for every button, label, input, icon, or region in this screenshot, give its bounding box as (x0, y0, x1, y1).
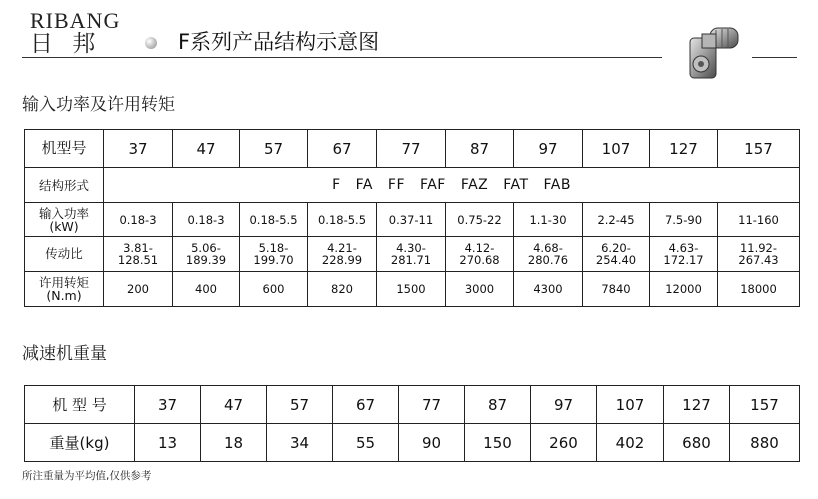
power-cell: 0.18-3 (104, 203, 173, 237)
power-label-text: 输入功率 (38, 205, 89, 221)
weight-cell: 260 (531, 424, 597, 462)
ratio-low: 6.20- (601, 241, 631, 255)
weight-cell: 18 (201, 424, 267, 462)
ratio-cell (104, 237, 173, 272)
weight-models-label: 机 型 号 (25, 386, 135, 424)
structure-form: FF (387, 177, 405, 193)
torque-row (25, 272, 800, 307)
weight-cell: 13 (135, 424, 201, 462)
torque-cell: 600 (240, 272, 308, 307)
weight-cell: 150 (465, 424, 531, 462)
model-cell: 37 (135, 386, 201, 424)
model-cell: 57 (267, 386, 333, 424)
header-divider (22, 57, 662, 58)
ratio-cell (514, 237, 583, 272)
torque-cell: 12000 (650, 272, 718, 307)
ratio-low: 5.18- (258, 241, 289, 255)
model-cell: 97 (514, 130, 583, 168)
weight-cell: 680 (664, 424, 730, 462)
ratio-cell (308, 237, 377, 272)
model-cell: 67 (308, 130, 377, 168)
ratio-high: 254.40 (595, 253, 637, 267)
model-cell: 87 (446, 130, 514, 168)
power-label-unit: (kW) (49, 218, 79, 234)
weight-cell: 90 (399, 424, 465, 462)
structure-label: 结构形式 (25, 168, 104, 203)
model-cell: 37 (104, 130, 173, 168)
power-cell: 11-160 (718, 203, 800, 237)
power-cell: 0.37-11 (377, 203, 446, 237)
power-cell: 0.75-22 (446, 203, 514, 237)
ratio-cell (718, 237, 800, 272)
power-cell: 7.5-90 (650, 203, 718, 237)
structure-form: F (332, 177, 341, 193)
ratio-high: 281.71 (390, 253, 432, 267)
model-cell: 127 (650, 130, 718, 168)
weight-cell: 402 (597, 424, 664, 462)
torque-cell: 820 (308, 272, 377, 307)
model-cell: 57 (240, 130, 308, 168)
power-row (25, 203, 800, 237)
weight-label: 重量(kg) (25, 424, 135, 462)
ratio-high: 128.51 (117, 253, 159, 267)
torque-cell: 7840 (583, 272, 650, 307)
torque-cell: 1500 (377, 272, 446, 307)
ratio-low: 4.21- (327, 241, 357, 255)
model-cell: 77 (377, 130, 446, 168)
footnote: 所注重量为平均值,仅供参考 (22, 470, 152, 482)
torque-cell: 400 (173, 272, 240, 307)
ratio-high: 267.43 (738, 253, 779, 267)
ratio-low: 5.06- (191, 241, 221, 255)
weight-model-row (25, 386, 800, 424)
header-divider-right (752, 57, 797, 58)
model-cell: 127 (664, 386, 730, 424)
model-cell: 157 (718, 130, 800, 168)
ratio-high: 189.39 (185, 253, 227, 267)
ratio-cell (583, 237, 650, 272)
models-label: 机型号 (25, 130, 104, 168)
ratio-high: 280.76 (527, 253, 569, 267)
ratio-low: 11.92- (739, 241, 778, 255)
model-cell: 87 (465, 386, 531, 424)
model-cell: 97 (531, 386, 597, 424)
ratio-label: 传动比 (25, 237, 104, 272)
gear-motor-icon (676, 18, 746, 88)
section-title-weight: 减速机重量 (22, 344, 107, 364)
ratio-high: 199.70 (253, 253, 294, 267)
structure-form: FAZ (460, 177, 489, 193)
torque-cell: 4300 (514, 272, 583, 307)
power-cell: 1.1-30 (514, 203, 583, 237)
page-title: F系列产品结构示意图 (178, 30, 380, 54)
model-cell: 47 (173, 130, 240, 168)
model-cell: 107 (597, 386, 664, 424)
ratio-cell (240, 237, 308, 272)
ratio-row (25, 237, 800, 272)
ratio-high: 172.17 (663, 253, 704, 267)
model-cell: 47 (201, 386, 267, 424)
weight-cell: 55 (333, 424, 399, 462)
brand-logo (30, 10, 120, 56)
sphere-bullet-icon (145, 37, 157, 49)
structure-row (25, 168, 800, 203)
ratio-high: 270.68 (459, 253, 500, 267)
weight-table (24, 385, 800, 462)
structure-form: FAF (419, 177, 446, 193)
ratio-low: 4.68- (533, 241, 563, 255)
ratio-cell (446, 237, 514, 272)
power-cell: 0.18-3 (173, 203, 240, 237)
section-title-power-torque: 输入功率及许用转矩 (22, 95, 175, 115)
model-cell: 107 (583, 130, 650, 168)
ratio-low: 4.63- (668, 241, 699, 255)
ratio-low: 3.81- (123, 241, 153, 255)
torque-cell: 3000 (446, 272, 514, 307)
model-row (25, 130, 800, 168)
torque-cell: 18000 (718, 272, 800, 307)
torque-label-text: 许用转矩 (38, 275, 89, 290)
model-cell: 77 (399, 386, 465, 424)
torque-label (25, 272, 104, 307)
power-torque-table (24, 129, 800, 307)
torque-cell: 200 (104, 272, 173, 307)
power-label (25, 203, 104, 237)
ratio-cell (173, 237, 240, 272)
weight-cell: 34 (267, 424, 333, 462)
brand-latin-name: RIBANG (30, 8, 121, 33)
torque-label-unit: (N.m) (46, 288, 82, 303)
brand-cjk-name: 日 邦 (30, 31, 102, 57)
weight-row (25, 424, 800, 462)
power-cell: 0.18-5.5 (308, 203, 377, 237)
ratio-cell (377, 237, 446, 272)
power-cell: 0.18-5.5 (240, 203, 308, 237)
model-cell: 67 (333, 386, 399, 424)
ratio-cell (650, 237, 718, 272)
structure-form: FAT (503, 177, 529, 193)
model-cell: 157 (730, 386, 800, 424)
power-cell: 2.2-45 (583, 203, 650, 237)
structure-forms (104, 168, 800, 203)
structure-form: FA (355, 177, 373, 193)
structure-form: FAB (543, 177, 571, 193)
ratio-low: 4.12- (464, 241, 495, 255)
weight-cell: 880 (730, 424, 800, 462)
ratio-high: 228.99 (321, 253, 363, 267)
ratio-low: 4.30- (396, 241, 426, 255)
